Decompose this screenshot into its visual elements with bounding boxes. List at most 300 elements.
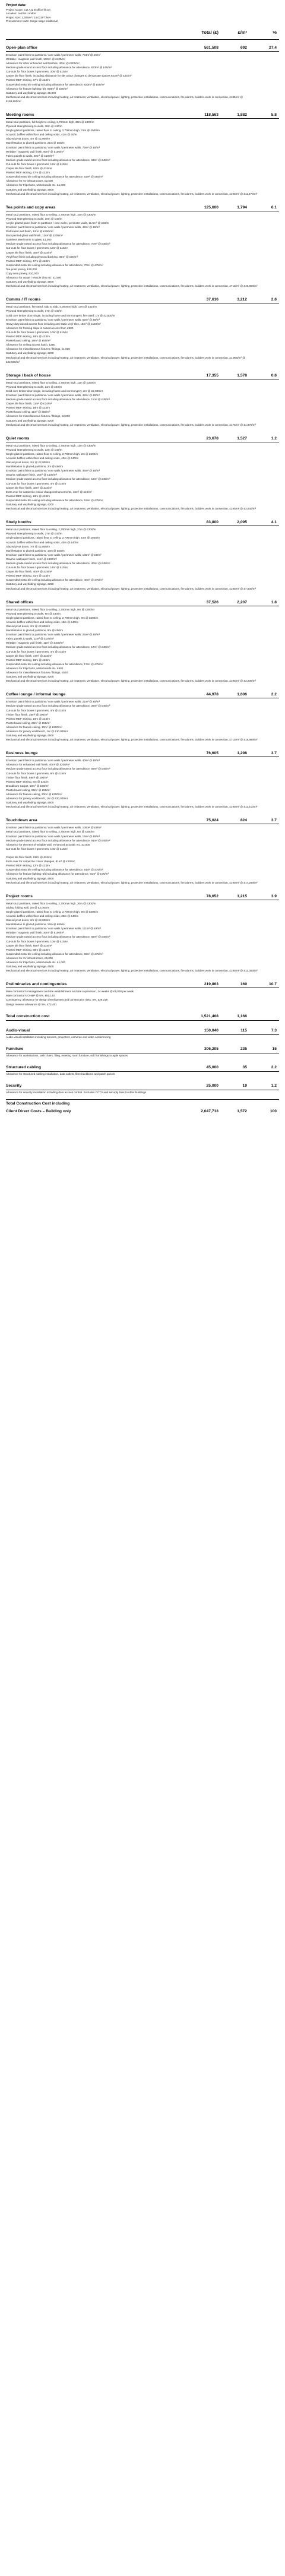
line-item: Medium-grade sound access floor including allowance for attendance, 823m² @ £45/m² [6,66,112,69]
direct-cost-rate: 35 [242,1065,247,1069]
line-item [6,851,279,855]
section-percent: 1.2 [271,436,277,441]
line-item: Statutory and wayfinding signage, £500 [6,734,54,738]
line-item: Allowance for waste / recycle bins etc. £1,500 [6,276,61,280]
section-items [6,379,279,427]
section-name: Preliminaries and contingencies [6,982,67,987]
grand-total-rate-2: 1,572 [237,1109,247,1114]
section-rate: 1,298 [237,751,247,756]
line-item: Fabric panels to walls, 11m² @ £100/m² [6,637,54,641]
line-item: Medium-grade raised access floor including allowance for attendance, 28m² @ £45/m² [6,704,110,708]
section-name: Quiet rooms [6,436,30,441]
cost-sections [6,43,279,1007]
client-direct-costs [6,1026,279,1094]
line-item: Carpet tile floor finish, 16m² @ £24/m² [6,486,52,489]
project-data-title: Project data: [6,4,26,7]
line-item: Medium-grade raised access floor including allowance for attendance, 59m² @ £45/m² [6,767,110,771]
direct-cost-note: Allowance for workstations, task chairs, filing, meeting room furniture, soft furnishings to agile spaces [6,1053,128,1057]
section-items [6,442,279,511]
line-item: Carpet tile floor finish, 40m² @ £24/m² [6,570,52,574]
line-item: Metal stud partitions, full height to ceiling, 2,700mm high, 38m @ £300/m [6,121,94,124]
line-item: Solid core timber door single, including frame and ironmongery, fire rated, 1nr @ £2,500/nr [6,314,115,317]
line-item: Medium-grade raised access floor including allowance for attendance, 40m² @ £45/m² [6,561,110,565]
line-item: Stainless steel mirror to glass, £1,000 [6,238,52,242]
cost-section [6,689,279,742]
line-item: Plywood strengthening to walls, 11m @ £40/m [6,385,62,388]
section-percent: 4.1 [271,520,277,525]
line-item: Cut-outs for floor boxes / grommets, 12nr @ £15/nr [6,162,68,166]
section-items [6,119,279,196]
direct-cost-rate: 115 [240,1028,247,1033]
section-name: Tea points and copy areas [6,205,56,210]
line-item: Allowance for other enhanced wall finishes, 40m² @ £200/m² [6,62,80,65]
line-item: Painted MDF skirting, 68m @ £23/m [6,948,50,951]
line-item: Metal stud partitions, raised floor to ceiling, 2,700mm high, 30m @ £300/m [6,901,96,905]
line-item: Mechanical and electrical services including heating, air treatment, ventilation, electrical power, lighting, protective installations, communications, fire alarms, builders work in connection, £190/m² @ £7,600/m² [6,587,256,590]
line-item: Allowance for ceiling access hatch, £250 [6,343,55,347]
total-construction-label: Total construction cost [6,1014,50,1018]
section-rate: 1,578 [237,373,247,378]
line-item: Allowance for joinery workbench, 1nr @ £10,000/nr [6,729,68,733]
direct-cost-rate: 19 [242,1083,247,1088]
line-item: Plasterboard ceiling, 18m² @ £50/m² [6,339,50,343]
table-header [6,26,279,40]
line-item: Suspended metal tile ceiling including allowance for attendance, 17m² @ £75/m² [6,662,103,666]
line-item: Writable / magnetic wall finish, 100m² @ £100/m² [6,57,66,61]
section-name: Coffee lounge / informal lounge [6,692,66,697]
section-total: 561,508 [204,45,218,50]
line-item: Painted MDF skirting, 18m @ £23/m [6,406,50,410]
line-item: Timber floor finish, 59m² @ £90/m² [6,776,48,779]
header-percent: % [273,30,277,36]
direct-cost-note: Allowance for security installation including door access control. Excludes CCTV and security links to other buildings [6,1090,146,1094]
line-item: Suspended metal tile ceiling including allowance for attendance, 16m² @ £75/m² [6,498,103,502]
line-item: Statutory and wayfinding signage, £500 [6,876,54,880]
line-item: Plywood strengthening to walls, 17m @ £40/m [6,309,62,313]
cost-section [6,294,279,363]
direct-cost-name: Furniture [6,1046,24,1051]
line-item: Extra over for carpet tile colour changes, 91m² @ £10/m² [6,860,75,863]
line-item: Writable / magnetic wall finish, 11m² @ £100/m² [6,641,64,645]
line-item: Medium-grade raised access floor including allowance for attendance, 16m² @ £45/m² [6,477,110,481]
line-item: Statutory and wayfinding signage, £500 [6,280,54,284]
line-item: Painted MDF skirting, 18m @ £23/m [6,335,50,338]
line-item: Mechanical and electrical services including heating, air treatment, ventilation, electrical power, lighting, protective installations, communications, fire alarms, builders work in connection, £190/m² @ £17,290/m² [6,881,258,884]
project-scope: Project scope: Cat A & B office fit out [6,8,50,11]
line-item: Painted MDF skirting, 47m @ £23/m [6,171,50,175]
section-total: 76,605 [206,751,218,756]
line-item: Cut-outs for floor boxes / grommets, 10nr @ £15/nr [6,330,68,334]
line-item: Mechanical and electrical services including heating, air treatment, ventilation, electrical power, lighting, protective installations, communications, fire alarms, builders work in connection, £190/m² @ £11,970/m² [6,192,258,195]
section-percent: 2.8 [271,298,277,302]
section-rate: 1,527 [237,436,247,441]
line-item: Cut-outs for floor boxes / grommets, 8nr @ £15/nr [6,771,66,775]
line-item: Allowance for feature ceiling, 20m² @ £200/m² [6,793,62,796]
line-item: Design reserve allowance @ 5%, £72,451 [6,1002,57,1006]
line-item: Emulsion paint finish to partitions / core walls / perimeter walls, 42m² @ £9/m² [6,225,100,229]
line-item: Allowance for miscellaneous fixtures / fittings, £1,000 [6,347,70,351]
project-data [6,4,279,24]
section-total: 78,652 [206,894,218,898]
line-item: Carpet tile floor finish, 63m² @ £24/m² [6,167,52,170]
section-header-row [6,202,279,211]
line-item: Glazed pivot doors, 4nr @ £2,000/nr [6,137,50,141]
line-item: Allowance for Flipcharts, whiteboards etc. £1,000 [6,183,66,187]
total-construction-cost-row [6,1011,279,1021]
grand-total-row-1 [6,1099,279,1107]
line-item: Main contractor's OH&P @ 5%, £61,140 [6,994,55,998]
section-rate: 2,207 [237,600,247,605]
line-item: Plywood strengthening to walls, 27m @ £40/m [6,532,62,536]
direct-cost-name: Structured cabling [6,1065,42,1069]
section-rate: 2,095 [237,520,247,525]
line-item: Cut-outs for floor boxes / grommets, 14nr @ £15/nr [6,566,68,569]
line-item: Mechanical and electrical services including heating, air treatment, ventilation, electrical power, lighting, protective installations, communications, fire alarms, builders work in connection, £190/m² @ £3,230/m² [6,679,256,683]
line-item: Allowance for joinery workbench, 1nr @ £20,000/nr [6,797,68,800]
line-item: Emulsion paint finish to partitions / core walls / perimeter walls, 15m² @ £9/m² [6,834,100,838]
section-percent: 10.7 [268,982,277,987]
section-header-row [6,43,279,52]
section-header-row [6,891,279,900]
line-item: Acrylic glazed panel finish to partitions / core walls / perimeter walls, 11.5m² @ £50/m [6,221,109,224]
section-header-row [6,370,279,379]
project-location: Location: central London [6,12,36,15]
line-item: Statutory and wayfinding signage, £200 [6,675,54,679]
direct-cost-percent: 7.3 [271,1028,277,1033]
direct-cost-rate: 235 [240,1046,247,1051]
line-item: Carpet tile floor finish, 11m² @ £24/m² [6,402,52,406]
section-items [6,988,279,1006]
line-item: Acoustic baffles within floor and ceiling voids, 18m @ £40/m [6,620,79,624]
line-item: Main contractor's management and site establishment and site supervision, 14 weeks @ £9,000 per week [6,990,134,993]
line-item: Painted MDF skirting, 47m @ £23/m [6,259,50,262]
line-item: Medium-grade raised access floor including allowance for attendance, 91m² @ £45/m² [6,838,110,842]
section-header-row [6,979,279,988]
section-percent: 6.1 [271,205,277,210]
line-item: Allowance for miscellaneous fixtures / fittings, £500 [6,671,68,675]
grand-total-label-2: Client Direct Costs – Building only [6,1109,71,1114]
line-item: Copy area joinery, £10,000 [6,272,39,275]
line-item: Medium-grade raised access floor including allowance for attendance, 65m² @ £45/m² [6,935,110,939]
project-size: Project size: 1,305m² / 14,023FT/NIA [6,15,51,19]
section-percent: 3.7 [271,818,277,823]
cost-section [6,202,279,289]
direct-cost-name: Security [6,1083,22,1088]
cost-section [6,109,279,196]
line-item: Emulsion paint finish to partitions / core walls / perimeter walls, 40m² @ £9/m² [6,759,100,762]
line-item: Carpet tile floor finish, including allowance for tile colour changes to demarcate spaces 823m² @ £24/m² [6,74,132,78]
section-header-row [6,815,279,824]
line-item: Statutory and wayfinding signage, £200 [6,419,54,422]
line-item: Broadloom Carpet, 50m² @ £60/m² [6,784,49,787]
line-item: Suspended metal tile ceiling including allowance for attendance, 823m² @ £55/m² [6,83,105,86]
line-item: Medium-grade raised access floor including allowance for attendance, 70m² @ £45/m² [6,242,110,246]
section-items [6,698,279,742]
line-item: Mechanical and electrical services including heating, air treatment, ventilation, electrical power, lighting, protective installations, communications, fire alarms, builders work in connection, £190/m² @ £12,350/m² [6,969,258,973]
line-item: Allowance for Flipcharts, whiteboards etc. £1,000 [6,961,66,964]
line-item: Glazed pivot doors, 2nr @ £2,000/nr [6,625,50,628]
line-item: Emulsion paint finish to partitions / core walls / perimeter walls, 44m² @ £9/m² [6,469,100,473]
line-item: Suspended metal tile ceiling including allowance for attendance, 63m² @ £55/m² [6,175,103,179]
section-rate: 692 [240,45,247,50]
section-rate: 1,794 [237,205,247,210]
line-item: Manifestation to glazed partitions, 16m @ £50/m [6,549,65,552]
line-item: Graphic wallpaper finish, 15m² @ £100/m² [6,473,58,477]
cost-plan-document [0,0,285,1115]
line-item: Contingency, allowance for design development and construction risks, 5%, £29,218 [6,998,108,1002]
direct-cost-note: Audio-visual installation including screens, projectors, cameras and video conferencing [6,1035,111,1039]
line-item: Carpet tile floor finish, 17m² @ £24/m² [6,654,52,657]
line-item: Carpet tile floor finish, 91m² @ £24/m² [6,856,52,859]
section-name: Open-plan office [6,45,37,50]
section-items [6,824,279,884]
section-items [6,52,279,103]
direct-cost-percent: 1.2 [271,1083,277,1088]
line-item: Painted MDF skirting, 6m @ £23/m [6,780,49,783]
line-item: Painted MDF skirting, 18m @ £23/m [6,658,50,662]
direct-cost-total: 25,000 [206,1083,218,1088]
line-item: Timber floor finish, 28m² @ £90/m² [6,713,48,716]
direct-cost-row [6,1062,279,1072]
line-item: Mechanical and electrical services including heating, air treatment, ventilation, electrical power, lighting, protective installations, communications, fire alarms, builders work in connection, £190/m² @ £11,210/m² [6,805,258,809]
section-rate: 824 [240,818,247,823]
line-item: Solid core timber door single, including frame and ironmongery, 2nr @ £2,000/nr [6,389,103,393]
total-construction-total: 1,521,468 [201,1014,218,1018]
section-total: 219,863 [204,982,218,987]
cost-section [6,370,279,427]
section-name: Storage / back of house [6,373,51,378]
line-item: Plywood strengthening to walls, 38m @ £40/m [6,125,62,128]
line-item: Cut-outs for floor boxes / grommets, 10nr @ £15/nr [6,939,68,943]
line-item: Glazed pivot doors, 7nr @ £2,000/nr [6,545,50,548]
section-items [6,526,279,590]
line-item: Suspended metal tile ceiling including allowance for attendance, 65m² @ £75/m² [6,952,103,955]
section-total: 125,600 [204,205,218,210]
line-item: Statutory and wayfinding signage, £200 [6,352,54,355]
section-name: Study booths [6,520,31,525]
line-item: Metal stud partitions, raised floor to ceiling, 2,700mm high, 27m @ £300/m [6,528,96,531]
grand-total-pct-2: 100 [270,1109,277,1114]
line-item: Medium-grade raised access floor including allowance for attendance, 17m² @ £45/m² [6,645,110,649]
line-item: Tea point joinery, £40,000 [6,267,37,271]
line-item: Allowance for AV infrastructure, £5,000 [6,956,53,960]
section-items [6,606,279,683]
line-item: Single glazed partitions, raised floor to ceiling, 2,700mm high, 16m @ £500/m [6,536,100,540]
line-item: Allowance for enhanced wall finish, 40m² @ £200/m² [6,763,70,767]
section-name: Business lounge [6,751,38,756]
line-item: Painted MDF skirting, 37m @ £23/m [6,78,50,82]
section-total: 75,024 [206,818,218,823]
line-item: Plasterboard ceiling, 11m² @ £55/m² [6,410,50,414]
line-item: Medium-grade raised access floor including allowance for attendance, 63m² @ £45/m² [6,158,110,162]
line-item: Allowance for Flipcharts, whiteboards etc. £500 [6,666,64,670]
line-item: Manifestation to glazed partitions, 9m @ £50/m [6,629,64,632]
section-percent: 0.8 [271,373,277,378]
direct-cost-row [6,1044,279,1053]
line-item: Acoustic baffles within floor and ceiling voids, 39m @ £40/m [6,914,79,917]
line-item: Statutory and wayfinding signage, £5,000 [6,91,56,94]
line-item: Plywood strengthening to walls, 10m @ £40/m [6,217,62,220]
line-item: Statutory and wayfinding signage, £500 [6,801,54,805]
line-item: Allowance for forming slope in raised access floor, £500 [6,326,74,330]
grand-total-label-1: Total Construction Cost including [6,1102,70,1106]
section-header-row [6,517,279,526]
line-item: Cut-outs for floor boxes / grommets, 4nr @ £15/nr [6,708,66,712]
line-item: Allowance for AV infrastructure, £2,500 [6,179,53,183]
section-rate: 169 [240,982,247,987]
cost-section [6,891,279,973]
line-item: Painted MDF skirting, 31m @ £23/m [6,574,50,578]
line-item: Emulsion paint finish to partitions / core walls / perimeter walls, 52m² @ £9/m² [6,318,100,321]
section-percent: 2.2 [271,692,277,697]
section-total: 23,678 [206,436,218,441]
line-item: Graphic wallpaper finish, 14m² @ £100/m² [6,557,58,561]
line-item: Metal stud partitions, fire rated, slab to slab, 4,000mm high, 17m @ £410/m [6,305,97,309]
line-item: Cut-outs for floor boxes / grommets, 12nr @ £15/nr [6,246,68,250]
section-percent: 3.7 [271,751,277,756]
section-items [6,757,279,809]
line-item: Emulsion paint finish to partitions / core walls / perimeter walls, 42m² @ £9/m² [6,393,100,397]
line-item: Manifestation to glazed partitions, 2m @ £50/m [6,465,64,469]
line-item: Emulsion paint finish to partitions / core walls / perimeter walls, 25m² @ £9/m² [6,633,100,637]
line-item: Extra over for carpet tile colour change/enhancements, 16m² @ £10/m² [6,490,92,493]
section-rate: 1,882 [237,113,247,117]
line-item: Single glazed partitions, raised floor to ceiling, 2,700mm high, 9m @ £500/m [6,910,99,913]
section-percent: 1.8 [271,600,277,605]
line-item: Statutory and wayfinding signage, £200 [6,503,54,507]
line-item: Statutory and wayfinding signage, £500 [6,965,54,969]
line-item: Heavy duty raised access floor including anti-static vinyl tiles, 18m² @ £150/m² [6,322,101,325]
section-items [6,900,279,973]
direct-cost-total: 306,205 [204,1046,218,1051]
section-name: Comms / IT rooms [6,298,41,302]
line-item: Suspended metal tile ceiling including allowance for attendance, 70m² @ £75/m² [6,263,103,267]
section-total: 17,355 [206,373,218,378]
cost-section [6,815,279,884]
line-item: Sliding folding wall, 2m @ £2,000/m [6,906,50,909]
line-item: Backpainted glass wall finish, 12m² @ £300/m² [6,234,63,238]
line-item: Mechanical and electrical services including heating, air treatment, ventilation, electrical power, lighting, protective installations, communications, fire alarms, builders work in connection, £1,960/m² @ £22,500/m² [6,356,245,363]
section-header-row [6,597,279,606]
direct-cost-row [6,1081,279,1090]
line-item: Medium-grade raised access floor including allowance for attendance, 11m² @ £45/m² [6,398,110,401]
line-item: Plywood strengthening to walls, 9m @ £40/m [6,612,61,615]
cost-section [6,748,279,809]
section-header-row [6,748,279,757]
line-item: Glazed pivot doors, 2nr @ £2,000/nr [6,461,50,464]
section-rate: 3,212 [237,298,247,302]
section-total: 37,526 [206,600,218,605]
line-item: Cut-outs for floor boxes / grommets, 4nr @ £15/nr [6,482,66,485]
section-items [6,211,279,289]
procurement-route: Procurement route: Single stage traditional [6,20,58,23]
cost-section [6,43,279,103]
line-item: Emulsion paint finish to partitions / core walls / perimeter walls, 21m² @ £9/m² [6,700,100,704]
line-item: Cut-outs for floor boxes / grommets, 30nr @ £15/nr [6,70,68,74]
cost-section [6,597,279,683]
line-item: Mechanical and electrical services including heating, air treatment, ventilation, electrical power, lighting, protective installations, communications, fire alarms, builders work in connection, £190/m² @ £3,040/m² [6,507,256,511]
line-item: Metal stud partitions, raised floor to ceiling, 2,700mm high, 13m @ £300/m [6,444,96,447]
line-item: Acoustic baffles within floor and ceiling voids, 40m @ £40/m [6,457,79,460]
header-rate: £/m² [238,30,247,36]
section-total: 118,563 [204,113,218,117]
line-item: Allowance for miscellaneous fixtures / fittings, £3,000 [6,414,70,418]
section-total: 37,616 [206,298,218,302]
line-item: Manifestation to glazed partitions, 14m @ £50/m [6,923,65,926]
direct-cost-row [6,1026,279,1035]
section-total: 44,978 [206,692,218,697]
direct-cost-percent: 2.2 [271,1065,277,1069]
line-item: Cut-outs for floor boxes / grommets, 10nr @ £15/nr [6,847,68,850]
line-item: Painted MDF skirting, 12m @ £23/m [6,864,50,868]
line-item: Metal stud partitions, raised floor to ceiling, 2,700mm high, 11m @ £300/m [6,381,96,384]
section-header-row [6,433,279,442]
direct-cost-percent: 15 [272,1046,277,1051]
section-header-row [6,294,279,303]
line-item: Mechanical and electrical services including heating, air treatment, ventilation, electrical power, lighting, protective installations, communications, fire alarms, builders work in connection, £170/m² @ £1,870/m² [6,423,256,426]
line-item: Writable / magnetic wall finish, 30m² @ £100/m² [6,931,64,935]
line-item: Emulsion paint finish to partitions / core walls / perimeter walls, 704m²@ £9/m² [6,53,101,56]
cost-section [6,979,279,1006]
line-item: Metal stud partitions, raised floor to ceiling, 2,700mm high, 10m @ £300/m [6,213,96,216]
line-item: Painted MDF skirting, 19m @ £23/m [6,494,50,498]
line-item: Metal stud partitions, raised floor to ceiling, 2,700mm high, 9m @ £300/m [6,607,94,611]
line-item: Writable / magnetic wall finish, 60m² @ £100/m² [6,150,64,153]
section-percent: 5.8 [271,113,277,117]
line-item: Emulsion paint finish to partitions / core walls / perimeter walls, 100m² @ £9/m² [6,826,102,830]
section-name: Touchdown area [6,818,37,823]
line-item: Carpet tile floor finish, 65m² @ £24/m² [6,944,52,947]
section-name: Project rooms [6,894,33,898]
line-item: Emulsion paint finish to partitions / core walls / perimeter walls, 76m² @ £9/m² [6,145,100,149]
line-item: Fabric panels to walls, 40m² @ £100/m² [6,154,55,157]
line-item: Cut-outs for floor boxes / grommets, 4nr @ £15/nr [6,650,66,653]
line-item: Allowance for feature ceiling, 10m² @ £200/m² [6,725,62,729]
line-item: Suspended metal tile ceiling including allowance for attendance, 40m² @ £75/m² [6,578,103,582]
line-item: Acoustic baffles within floor and ceiling voids, 41m @ 40/m [6,133,77,137]
line-item: Allowance for feature lighting raft including allowance for attendance, 91m² @ £75/m² [6,872,109,876]
section-header-row [6,109,279,119]
section-items [6,303,279,363]
section-percent: 3.9 [271,894,277,898]
line-item: Single glazed partitions, raised floor to ceiling, 2,700mm high, 9m @ £500/m [6,616,99,619]
grand-total-row-2 [6,1107,279,1115]
total-construction-rate: 1,166 [237,1014,247,1018]
section-rate: 1,215 [237,894,247,898]
section-name: Meeting rooms [6,113,34,117]
section-percent: 27.4 [268,45,277,50]
header-total: Total (£) [201,30,218,36]
line-item: Mechanical and electrical services including heating, air treatment, ventilation, electrical power, lighting, protective installations, communications, fire alarms, builders work in connection, £710/m² @ £49,950/m² [6,284,258,288]
line-item: Allowance for element of writable wall, enhanced acoustic etc. £2,500 [6,843,90,846]
line-item: Manifestation to glazed partitions, 21m @ £50/m [6,141,65,145]
section-header-row [6,689,279,698]
line-item: Statutory and wayfinding signage, £500 [6,188,54,191]
line-item: Mechanical and electrical services including heating, air treatment, ventilation, electrical power, lighting, protective installations, communications, fire alarms, builders work in connection, £710/m² @ £19,880/m² [6,738,258,742]
line-item: Metal stud partitions, raised floor to ceiling, 2,700mm high, 6m @ £300/m [6,830,94,834]
direct-cost-name: Audio-visual [6,1028,30,1033]
line-item: Single glazed partitions, raised floor to ceiling, 2,700mm high, 21m @ £500/m [6,129,100,132]
cost-section [6,433,279,511]
line-item: Acoustic baffles within floor and ceiling voids, 40m @ £40/m [6,540,79,544]
line-item: Vinyl floor finish including plywood backing, 35m² @ £60/m² [6,255,78,258]
line-item: Emulsion paint finish to partitions / core walls / perimeter walls, 145m² @ £9/m² [6,553,102,556]
line-item: Painted MDF skirting, 10m @ £23/m [6,717,50,720]
section-name: Shared offices [6,600,34,605]
line-item: Allowance for feature lighting raft, 658m² @ £50/m² [6,87,68,90]
line-item: Mechanical and electrical services including heating, air treatment, ventilation, electrical power, lighting, protective installations, communications, fire alarms, builders work in connection, £185/m² @ £158,600/m² [6,95,243,103]
direct-cost-note: Allowance for structured cabling installation, data outlets, fibre backbone and patch panels [6,1072,115,1075]
